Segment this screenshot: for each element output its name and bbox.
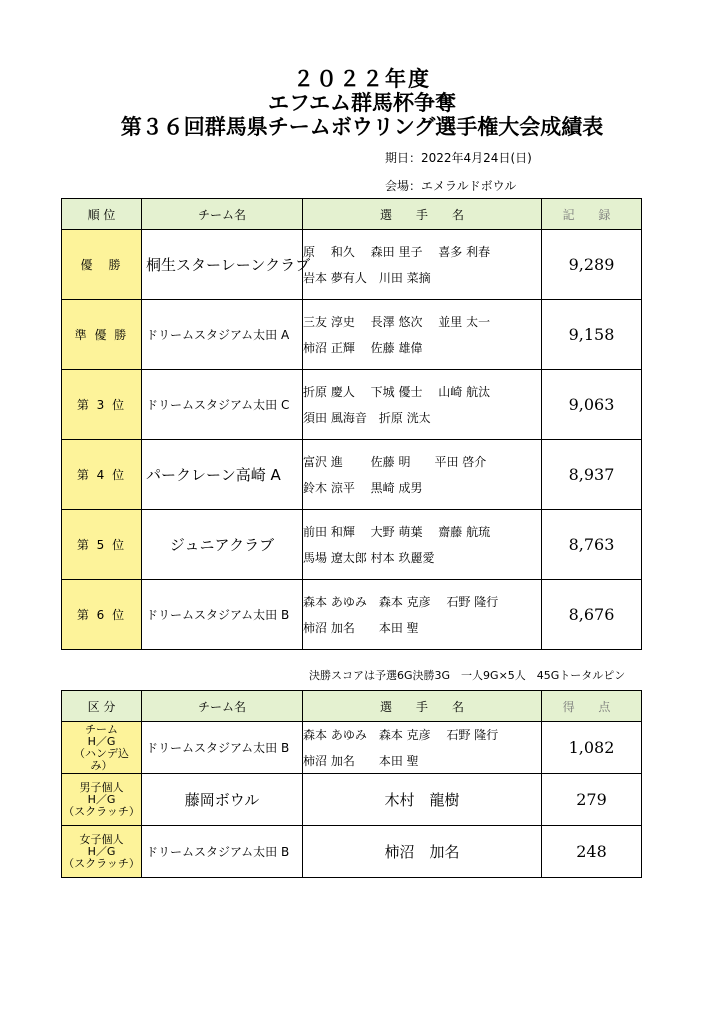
player-line: 折原 慶人 下城 優士 山崎 航汰 <box>303 384 491 399</box>
team-cell: ドリームスタジアム太田 C <box>142 370 303 440</box>
rank-cell: 第 4 位 <box>62 440 142 510</box>
player-line: 柿沼 加名 本田 聖 <box>303 753 419 768</box>
header-team: チーム名 <box>142 199 303 230</box>
awards-header-row <box>62 691 642 722</box>
table-row <box>62 230 642 300</box>
player-line: 富沢 進 佐藤 明 平田 啓介 <box>303 454 487 469</box>
players-cell <box>303 440 542 510</box>
player-line: 須田 風海音 折原 洸太 <box>303 410 431 425</box>
table-row <box>62 440 642 510</box>
player-line: 前田 和輝 大野 萌葉 齋藤 航琉 <box>303 524 491 539</box>
players-cell <box>303 230 542 300</box>
title-cup: エフエム群馬杯争奪 <box>268 91 456 115</box>
ranking-header-row <box>62 199 642 230</box>
player-line: 馬場 遼太郎 村本 玖麗愛 <box>303 550 435 565</box>
player-cell: 木村 龍樹 <box>303 774 542 826</box>
table-row <box>62 722 642 774</box>
score-cell: 9,289 <box>542 230 642 300</box>
players-cell <box>303 510 542 580</box>
player-line: 原 和久 森田 里子 喜多 利春 <box>303 244 491 259</box>
player-line: 森本 あゆみ 森本 克彦 石野 隆行 <box>303 594 499 609</box>
header-players: 選 手 名 <box>303 199 542 230</box>
table-row <box>62 774 642 826</box>
header-players: 選 手 名 <box>303 691 542 722</box>
event-date: 期日：2022年4月24日(日) <box>385 151 532 165</box>
player-line: 三友 淳史 長澤 悠次 並里 太一 <box>303 314 491 329</box>
rank-cell: 第 3 位 <box>62 370 142 440</box>
score-cell: 1,082 <box>542 722 642 774</box>
table-row <box>62 510 642 580</box>
rank-cell: 優 勝 <box>62 230 142 300</box>
table-row <box>62 370 642 440</box>
event-venue: 会場：エメラルドボウル <box>385 179 517 193</box>
ranking-table <box>61 198 642 650</box>
rank-cell: 第 5 位 <box>62 510 142 580</box>
score-cell: 9,063 <box>542 370 642 440</box>
player-cell: 柿沼 加名 <box>303 826 542 878</box>
rank-cell: 準 優 勝 <box>62 300 142 370</box>
score-footnote: 決勝スコアは予選6G決勝3G 一人9G×5人 45Gトータルピン <box>309 669 626 682</box>
team-cell: ドリームスタジアム太田 A <box>142 300 303 370</box>
team-cell: ドリームスタジアム太田 B <box>142 580 303 650</box>
score-cell: 9,158 <box>542 300 642 370</box>
team-cell: ドリームスタジアム太田 B <box>142 722 303 774</box>
category-cell: 男子個人 H／G （スクラッチ） <box>62 774 142 826</box>
players-cell <box>303 580 542 650</box>
score-cell: 248 <box>542 826 642 878</box>
header-points: 得 点 <box>542 691 642 722</box>
score-cell: 279 <box>542 774 642 826</box>
awards-table <box>61 690 642 878</box>
player-line: 鈴木 涼平 黒崎 成男 <box>303 480 423 495</box>
table-row <box>62 826 642 878</box>
table-row <box>62 580 642 650</box>
team-cell: ジュニアクラブ <box>142 510 303 580</box>
players-cell <box>303 722 542 774</box>
player-line: 柿沼 加名 本田 聖 <box>303 620 419 635</box>
players-cell <box>303 370 542 440</box>
players-cell <box>303 300 542 370</box>
player-line: 森本 あゆみ 森本 克彦 石野 隆行 <box>303 727 499 742</box>
header-team: チーム名 <box>142 691 303 722</box>
team-cell: パークレーン高崎 A <box>142 440 303 510</box>
category-cell: チーム H／G （ハンデ込 み） <box>62 722 142 774</box>
player-line: 柿沼 正輝 佐藤 雄偉 <box>303 340 423 355</box>
team-cell: 桐生スターレーンクラブ <box>142 230 303 300</box>
header-category: 区 分 <box>62 691 142 722</box>
rank-cell: 第 6 位 <box>62 580 142 650</box>
category-cell: 女子個人 H／G （スクラッチ） <box>62 826 142 878</box>
table-row <box>62 300 642 370</box>
title-year: ２０２２年度 <box>293 67 431 91</box>
player-line: 岩本 夢有人 川田 菜摘 <box>303 270 431 285</box>
score-cell: 8,676 <box>542 580 642 650</box>
team-cell: 藤岡ボウル <box>142 774 303 826</box>
team-cell: ドリームスタジアム太田 B <box>142 826 303 878</box>
title-event: 第３６回群馬県チームボウリング選手権大会成績表 <box>120 115 604 139</box>
header-rank: 順 位 <box>62 199 142 230</box>
score-cell: 8,937 <box>542 440 642 510</box>
header-record: 記 録 <box>542 199 642 230</box>
score-cell: 8,763 <box>542 510 642 580</box>
